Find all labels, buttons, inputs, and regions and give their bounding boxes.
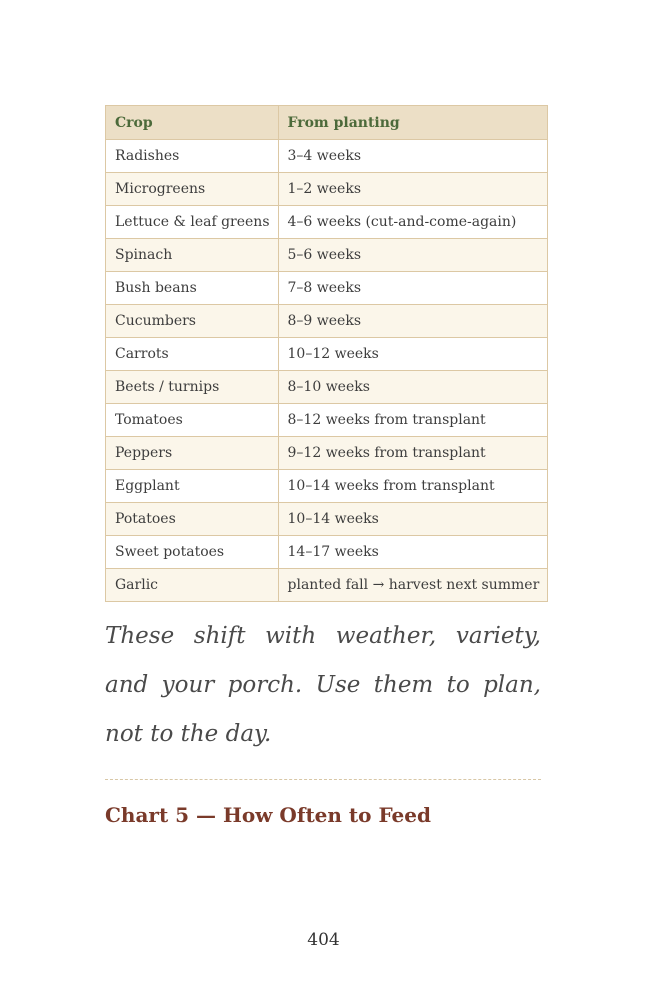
table-row bbox=[106, 536, 548, 569]
time-cell: 10–14 weeks bbox=[278, 503, 548, 536]
table-row bbox=[106, 305, 548, 338]
time-cell: 10–12 weeks bbox=[278, 338, 548, 371]
table-header-row bbox=[106, 106, 548, 140]
crop-cell: Tomatoes bbox=[106, 404, 279, 437]
time-cell: 4–6 weeks (cut-and-come-again) bbox=[278, 206, 548, 239]
crop-cell: Eggplant bbox=[106, 470, 279, 503]
crop-cell: Lettuce & leaf greens bbox=[106, 206, 279, 239]
time-cell: 1–2 weeks bbox=[278, 173, 548, 206]
time-cell: 5–6 weeks bbox=[278, 239, 548, 272]
time-cell: 8–10 weeks bbox=[278, 371, 548, 404]
table-row bbox=[106, 338, 548, 371]
table-row bbox=[106, 272, 548, 305]
time-cell: 14–17 weeks bbox=[278, 536, 548, 569]
crop-cell: Peppers bbox=[106, 437, 279, 470]
crop-cell: Carrots bbox=[106, 338, 279, 371]
table-row bbox=[106, 371, 548, 404]
time-cell: 8–9 weeks bbox=[278, 305, 548, 338]
crop-cell: Spinach bbox=[106, 239, 279, 272]
section-divider bbox=[105, 779, 541, 780]
crop-cell: Beets / turnips bbox=[106, 371, 279, 404]
time-cell: planted fall → harvest next summer bbox=[278, 569, 548, 602]
time-cell: 3–4 weeks bbox=[278, 140, 548, 173]
time-cell: 7–8 weeks bbox=[278, 272, 548, 305]
table-row bbox=[106, 173, 548, 206]
table-row bbox=[106, 470, 548, 503]
table-row bbox=[106, 503, 548, 536]
time-cell: 8–12 weeks from transplant bbox=[278, 404, 548, 437]
table-row bbox=[106, 569, 548, 602]
crop-cell: Microgreens bbox=[106, 173, 279, 206]
table-row bbox=[106, 437, 548, 470]
crop-cell: Radishes bbox=[106, 140, 279, 173]
table-row bbox=[106, 239, 548, 272]
table-footnote: These shift with weather, variety, and your porch. Use them to plan, not to the day. bbox=[105, 623, 541, 747]
harvest-time-table bbox=[105, 105, 548, 602]
crop-cell: Garlic bbox=[106, 569, 279, 602]
time-cell: 10–14 weeks from transplant bbox=[278, 470, 548, 503]
section-heading: Chart 5 — How Often to Feed bbox=[105, 803, 431, 827]
crop-cell: Potatoes bbox=[106, 503, 279, 536]
table-row bbox=[106, 206, 548, 239]
crop-cell: Sweet potatoes bbox=[106, 536, 279, 569]
crop-cell: Cucumbers bbox=[106, 305, 279, 338]
crop-cell: Bush beans bbox=[106, 272, 279, 305]
table-row bbox=[106, 140, 548, 173]
table-row bbox=[106, 404, 548, 437]
page-number: 404 bbox=[307, 930, 340, 950]
time-cell: 9–12 weeks from transplant bbox=[278, 437, 548, 470]
column-header-from-planting: From planting bbox=[278, 106, 548, 140]
column-header-crop: Crop bbox=[106, 106, 279, 140]
